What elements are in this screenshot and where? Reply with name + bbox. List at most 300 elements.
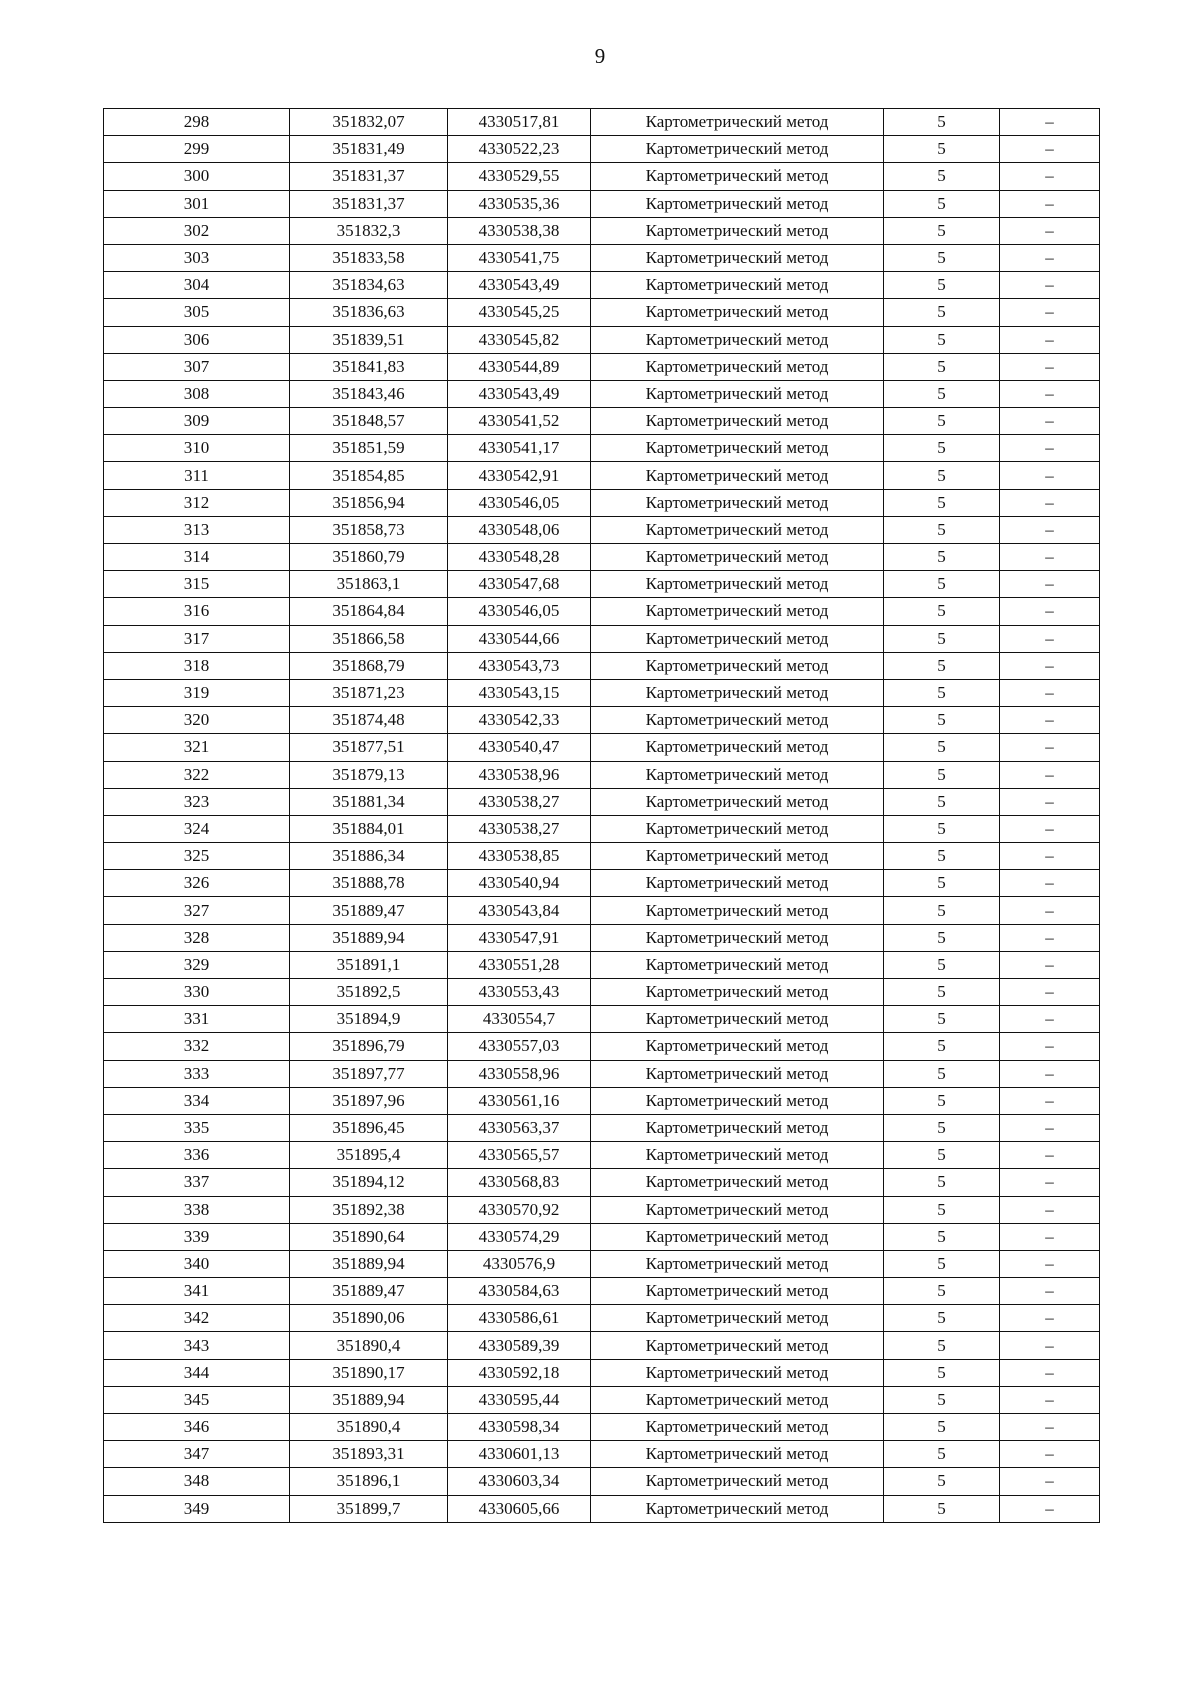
- accuracy-cell: 5: [884, 272, 1000, 299]
- method-cell: Картометрический метод: [591, 1006, 884, 1033]
- point-number-cell: 319: [104, 679, 290, 706]
- accuracy-cell: 5: [884, 1468, 1000, 1495]
- accuracy-cell: 5: [884, 707, 1000, 734]
- point-number-cell: 321: [104, 734, 290, 761]
- description-cell: –: [1000, 435, 1100, 462]
- description-cell: –: [1000, 136, 1100, 163]
- accuracy-cell: 5: [884, 652, 1000, 679]
- table-row: [104, 598, 1100, 625]
- method-cell: Картометрический метод: [591, 1196, 884, 1223]
- method-cell: Картометрический метод: [591, 761, 884, 788]
- method-cell: Картометрический метод: [591, 299, 884, 326]
- method-cell: Картометрический метод: [591, 734, 884, 761]
- x-coordinate-cell: 351831,37: [290, 163, 448, 190]
- point-number-cell: 338: [104, 1196, 290, 1223]
- y-coordinate-cell: 4330563,37: [448, 1114, 591, 1141]
- table-row: [104, 979, 1100, 1006]
- table-row: [104, 815, 1100, 842]
- y-coordinate-cell: 4330557,03: [448, 1033, 591, 1060]
- method-cell: Картометрический метод: [591, 435, 884, 462]
- description-cell: –: [1000, 979, 1100, 1006]
- method-cell: Картометрический метод: [591, 679, 884, 706]
- x-coordinate-cell: 351897,96: [290, 1087, 448, 1114]
- x-coordinate-cell: 351848,57: [290, 408, 448, 435]
- x-coordinate-cell: 351833,58: [290, 244, 448, 271]
- point-number-cell: 316: [104, 598, 290, 625]
- method-cell: Картометрический метод: [591, 843, 884, 870]
- table-row: [104, 1359, 1100, 1386]
- x-coordinate-cell: 351892,5: [290, 979, 448, 1006]
- accuracy-cell: 5: [884, 571, 1000, 598]
- table-row: [104, 1305, 1100, 1332]
- y-coordinate-cell: 4330529,55: [448, 163, 591, 190]
- description-cell: –: [1000, 544, 1100, 571]
- y-coordinate-cell: 4330541,52: [448, 408, 591, 435]
- x-coordinate-cell: 351888,78: [290, 870, 448, 897]
- point-number-cell: 323: [104, 788, 290, 815]
- method-cell: Картометрический метод: [591, 217, 884, 244]
- accuracy-cell: 5: [884, 1441, 1000, 1468]
- description-cell: –: [1000, 326, 1100, 353]
- point-number-cell: 326: [104, 870, 290, 897]
- y-coordinate-cell: 4330543,73: [448, 652, 591, 679]
- point-number-cell: 340: [104, 1250, 290, 1277]
- point-number-cell: 307: [104, 353, 290, 380]
- point-number-cell: 348: [104, 1468, 290, 1495]
- method-cell: Картометрический метод: [591, 1332, 884, 1359]
- y-coordinate-cell: 4330517,81: [448, 109, 591, 136]
- accuracy-cell: 5: [884, 408, 1000, 435]
- coordinates-table: [103, 108, 1100, 1523]
- description-cell: –: [1000, 489, 1100, 516]
- table-row: [104, 951, 1100, 978]
- table-row: [104, 190, 1100, 217]
- y-coordinate-cell: 4330543,15: [448, 679, 591, 706]
- table-row: [104, 625, 1100, 652]
- table-row: [104, 435, 1100, 462]
- method-cell: Картометрический метод: [591, 353, 884, 380]
- point-number-cell: 310: [104, 435, 290, 462]
- x-coordinate-cell: 351890,64: [290, 1223, 448, 1250]
- point-number-cell: 303: [104, 244, 290, 271]
- point-number-cell: 299: [104, 136, 290, 163]
- method-cell: Картометрический метод: [591, 1441, 884, 1468]
- table-row: [104, 870, 1100, 897]
- point-number-cell: 317: [104, 625, 290, 652]
- x-coordinate-cell: 351895,4: [290, 1142, 448, 1169]
- point-number-cell: 331: [104, 1006, 290, 1033]
- accuracy-cell: 5: [884, 843, 1000, 870]
- point-number-cell: 329: [104, 951, 290, 978]
- accuracy-cell: 5: [884, 1495, 1000, 1522]
- point-number-cell: 308: [104, 380, 290, 407]
- y-coordinate-cell: 4330546,05: [448, 598, 591, 625]
- description-cell: –: [1000, 815, 1100, 842]
- x-coordinate-cell: 351889,47: [290, 897, 448, 924]
- description-cell: –: [1000, 897, 1100, 924]
- description-cell: –: [1000, 761, 1100, 788]
- description-cell: –: [1000, 870, 1100, 897]
- y-coordinate-cell: 4330558,96: [448, 1060, 591, 1087]
- accuracy-cell: 5: [884, 870, 1000, 897]
- point-number-cell: 322: [104, 761, 290, 788]
- method-cell: Картометрический метод: [591, 489, 884, 516]
- description-cell: –: [1000, 1305, 1100, 1332]
- accuracy-cell: 5: [884, 544, 1000, 571]
- point-number-cell: 301: [104, 190, 290, 217]
- table-row: [104, 1114, 1100, 1141]
- accuracy-cell: 5: [884, 815, 1000, 842]
- accuracy-cell: 5: [884, 380, 1000, 407]
- description-cell: –: [1000, 1386, 1100, 1413]
- x-coordinate-cell: 351889,94: [290, 1386, 448, 1413]
- method-cell: Картометрический метод: [591, 516, 884, 543]
- x-coordinate-cell: 351894,9: [290, 1006, 448, 1033]
- point-number-cell: 343: [104, 1332, 290, 1359]
- x-coordinate-cell: 351891,1: [290, 951, 448, 978]
- y-coordinate-cell: 4330561,16: [448, 1087, 591, 1114]
- description-cell: –: [1000, 1114, 1100, 1141]
- point-number-cell: 311: [104, 462, 290, 489]
- y-coordinate-cell: 4330589,39: [448, 1332, 591, 1359]
- table-row: [104, 761, 1100, 788]
- method-cell: Картометрический метод: [591, 1060, 884, 1087]
- x-coordinate-cell: 351868,79: [290, 652, 448, 679]
- x-coordinate-cell: 351890,4: [290, 1332, 448, 1359]
- x-coordinate-cell: 351889,47: [290, 1278, 448, 1305]
- table-row: [104, 1033, 1100, 1060]
- x-coordinate-cell: 351843,46: [290, 380, 448, 407]
- method-cell: Картометрический метод: [591, 1386, 884, 1413]
- point-number-cell: 305: [104, 299, 290, 326]
- x-coordinate-cell: 351894,12: [290, 1169, 448, 1196]
- table-row: [104, 462, 1100, 489]
- x-coordinate-cell: 351889,94: [290, 924, 448, 951]
- accuracy-cell: 5: [884, 435, 1000, 462]
- accuracy-cell: 5: [884, 516, 1000, 543]
- method-cell: Картометрический метод: [591, 788, 884, 815]
- table-row: [104, 544, 1100, 571]
- x-coordinate-cell: 351871,23: [290, 679, 448, 706]
- x-coordinate-cell: 351841,83: [290, 353, 448, 380]
- x-coordinate-cell: 351831,49: [290, 136, 448, 163]
- x-coordinate-cell: 351879,13: [290, 761, 448, 788]
- accuracy-cell: 5: [884, 217, 1000, 244]
- table-row: [104, 1441, 1100, 1468]
- y-coordinate-cell: 4330544,89: [448, 353, 591, 380]
- description-cell: –: [1000, 516, 1100, 543]
- x-coordinate-cell: 351863,1: [290, 571, 448, 598]
- point-number-cell: 306: [104, 326, 290, 353]
- point-number-cell: 337: [104, 1169, 290, 1196]
- method-cell: Картометрический метод: [591, 1250, 884, 1277]
- accuracy-cell: 5: [884, 625, 1000, 652]
- description-cell: –: [1000, 217, 1100, 244]
- y-coordinate-cell: 4330545,82: [448, 326, 591, 353]
- method-cell: Картометрический метод: [591, 707, 884, 734]
- y-coordinate-cell: 4330598,34: [448, 1414, 591, 1441]
- method-cell: Картометрический метод: [591, 326, 884, 353]
- description-cell: –: [1000, 1060, 1100, 1087]
- table-row: [104, 516, 1100, 543]
- coordinates-table-body: [104, 109, 1100, 1523]
- x-coordinate-cell: 351874,48: [290, 707, 448, 734]
- y-coordinate-cell: 4330543,84: [448, 897, 591, 924]
- accuracy-cell: 5: [884, 1114, 1000, 1141]
- point-number-cell: 325: [104, 843, 290, 870]
- point-number-cell: 328: [104, 924, 290, 951]
- accuracy-cell: 5: [884, 1033, 1000, 1060]
- description-cell: –: [1000, 1006, 1100, 1033]
- y-coordinate-cell: 4330538,27: [448, 788, 591, 815]
- x-coordinate-cell: 351893,31: [290, 1441, 448, 1468]
- description-cell: –: [1000, 679, 1100, 706]
- x-coordinate-cell: 351836,63: [290, 299, 448, 326]
- method-cell: Картометрический метод: [591, 1468, 884, 1495]
- method-cell: Картометрический метод: [591, 625, 884, 652]
- accuracy-cell: 5: [884, 244, 1000, 271]
- point-number-cell: 336: [104, 1142, 290, 1169]
- page-number: 9: [594, 44, 606, 68]
- description-cell: –: [1000, 1468, 1100, 1495]
- x-coordinate-cell: 351892,38: [290, 1196, 448, 1223]
- description-cell: –: [1000, 924, 1100, 951]
- accuracy-cell: 5: [884, 109, 1000, 136]
- method-cell: Картометрический метод: [591, 380, 884, 407]
- method-cell: Картометрический метод: [591, 951, 884, 978]
- y-coordinate-cell: 4330547,91: [448, 924, 591, 951]
- accuracy-cell: 5: [884, 1332, 1000, 1359]
- accuracy-cell: 5: [884, 788, 1000, 815]
- y-coordinate-cell: 4330540,94: [448, 870, 591, 897]
- method-cell: Картометрический метод: [591, 272, 884, 299]
- method-cell: Картометрический метод: [591, 979, 884, 1006]
- table-row: [104, 353, 1100, 380]
- method-cell: Картометрический метод: [591, 598, 884, 625]
- method-cell: Картометрический метод: [591, 652, 884, 679]
- description-cell: –: [1000, 462, 1100, 489]
- description-cell: –: [1000, 1278, 1100, 1305]
- x-coordinate-cell: 351854,85: [290, 462, 448, 489]
- table-row: [104, 1169, 1100, 1196]
- description-cell: –: [1000, 408, 1100, 435]
- description-cell: –: [1000, 163, 1100, 190]
- y-coordinate-cell: 4330543,49: [448, 272, 591, 299]
- table-row: [104, 489, 1100, 516]
- x-coordinate-cell: 351890,06: [290, 1305, 448, 1332]
- method-cell: Картометрический метод: [591, 109, 884, 136]
- point-number-cell: 304: [104, 272, 290, 299]
- table-row: [104, 897, 1100, 924]
- y-coordinate-cell: 4330535,36: [448, 190, 591, 217]
- accuracy-cell: 5: [884, 190, 1000, 217]
- description-cell: –: [1000, 109, 1100, 136]
- table-row: [104, 1495, 1100, 1522]
- description-cell: –: [1000, 1359, 1100, 1386]
- point-number-cell: 339: [104, 1223, 290, 1250]
- accuracy-cell: 5: [884, 1305, 1000, 1332]
- table-row: [104, 707, 1100, 734]
- description-cell: –: [1000, 1033, 1100, 1060]
- point-number-cell: 349: [104, 1495, 290, 1522]
- method-cell: Картометрический метод: [591, 1087, 884, 1114]
- accuracy-cell: 5: [884, 734, 1000, 761]
- y-coordinate-cell: 4330546,05: [448, 489, 591, 516]
- x-coordinate-cell: 351881,34: [290, 788, 448, 815]
- point-number-cell: 344: [104, 1359, 290, 1386]
- y-coordinate-cell: 4330547,68: [448, 571, 591, 598]
- point-number-cell: 335: [104, 1114, 290, 1141]
- method-cell: Картометрический метод: [591, 1305, 884, 1332]
- accuracy-cell: 5: [884, 1087, 1000, 1114]
- y-coordinate-cell: 4330570,92: [448, 1196, 591, 1223]
- y-coordinate-cell: 4330595,44: [448, 1386, 591, 1413]
- description-cell: –: [1000, 380, 1100, 407]
- method-cell: Картометрический метод: [591, 1278, 884, 1305]
- point-number-cell: 318: [104, 652, 290, 679]
- y-coordinate-cell: 4330542,33: [448, 707, 591, 734]
- y-coordinate-cell: 4330568,83: [448, 1169, 591, 1196]
- accuracy-cell: 5: [884, 163, 1000, 190]
- table-row: [104, 1250, 1100, 1277]
- description-cell: –: [1000, 734, 1100, 761]
- method-cell: Картометрический метод: [591, 244, 884, 271]
- accuracy-cell: 5: [884, 897, 1000, 924]
- table-row: [104, 1196, 1100, 1223]
- description-cell: –: [1000, 244, 1100, 271]
- x-coordinate-cell: 351860,79: [290, 544, 448, 571]
- description-cell: –: [1000, 1250, 1100, 1277]
- method-cell: Картометрический метод: [591, 1495, 884, 1522]
- x-coordinate-cell: 351831,37: [290, 190, 448, 217]
- table-row: [104, 109, 1100, 136]
- table-row: [104, 1386, 1100, 1413]
- method-cell: Картометрический метод: [591, 1114, 884, 1141]
- y-coordinate-cell: 4330540,47: [448, 734, 591, 761]
- y-coordinate-cell: 4330584,63: [448, 1278, 591, 1305]
- table-row: [104, 1414, 1100, 1441]
- table-row: [104, 217, 1100, 244]
- accuracy-cell: 5: [884, 1414, 1000, 1441]
- y-coordinate-cell: 4330603,34: [448, 1468, 591, 1495]
- point-number-cell: 347: [104, 1441, 290, 1468]
- method-cell: Картометрический метод: [591, 1033, 884, 1060]
- point-number-cell: 298: [104, 109, 290, 136]
- table-row: [104, 924, 1100, 951]
- x-coordinate-cell: 351851,59: [290, 435, 448, 462]
- description-cell: –: [1000, 1332, 1100, 1359]
- y-coordinate-cell: 4330541,17: [448, 435, 591, 462]
- description-cell: –: [1000, 1441, 1100, 1468]
- y-coordinate-cell: 4330592,18: [448, 1359, 591, 1386]
- x-coordinate-cell: 351884,01: [290, 815, 448, 842]
- table-row: [104, 788, 1100, 815]
- accuracy-cell: 5: [884, 353, 1000, 380]
- accuracy-cell: 5: [884, 489, 1000, 516]
- accuracy-cell: 5: [884, 1142, 1000, 1169]
- x-coordinate-cell: 351896,45: [290, 1114, 448, 1141]
- point-number-cell: 346: [104, 1414, 290, 1441]
- accuracy-cell: 5: [884, 924, 1000, 951]
- description-cell: –: [1000, 1495, 1100, 1522]
- table-row: [104, 1468, 1100, 1495]
- table-row: [104, 652, 1100, 679]
- table-row: [104, 734, 1100, 761]
- point-number-cell: 327: [104, 897, 290, 924]
- point-number-cell: 315: [104, 571, 290, 598]
- x-coordinate-cell: 351896,1: [290, 1468, 448, 1495]
- x-coordinate-cell: 351858,73: [290, 516, 448, 543]
- table-row: [104, 1006, 1100, 1033]
- x-coordinate-cell: 351866,58: [290, 625, 448, 652]
- x-coordinate-cell: 351834,63: [290, 272, 448, 299]
- y-coordinate-cell: 4330576,9: [448, 1250, 591, 1277]
- accuracy-cell: 5: [884, 299, 1000, 326]
- table-row: [104, 326, 1100, 353]
- x-coordinate-cell: 351856,94: [290, 489, 448, 516]
- point-number-cell: 312: [104, 489, 290, 516]
- x-coordinate-cell: 351889,94: [290, 1250, 448, 1277]
- table-row: [104, 1278, 1100, 1305]
- point-number-cell: 314: [104, 544, 290, 571]
- accuracy-cell: 5: [884, 1250, 1000, 1277]
- x-coordinate-cell: 351886,34: [290, 843, 448, 870]
- method-cell: Картометрический метод: [591, 462, 884, 489]
- y-coordinate-cell: 4330538,85: [448, 843, 591, 870]
- y-coordinate-cell: 4330586,61: [448, 1305, 591, 1332]
- description-cell: –: [1000, 1196, 1100, 1223]
- y-coordinate-cell: 4330542,91: [448, 462, 591, 489]
- table-row: [104, 843, 1100, 870]
- point-number-cell: 320: [104, 707, 290, 734]
- point-number-cell: 330: [104, 979, 290, 1006]
- description-cell: –: [1000, 571, 1100, 598]
- x-coordinate-cell: 351864,84: [290, 598, 448, 625]
- x-coordinate-cell: 351899,7: [290, 1495, 448, 1522]
- description-cell: –: [1000, 1169, 1100, 1196]
- y-coordinate-cell: 4330554,7: [448, 1006, 591, 1033]
- y-coordinate-cell: 4330574,29: [448, 1223, 591, 1250]
- accuracy-cell: 5: [884, 679, 1000, 706]
- table-row: [104, 299, 1100, 326]
- y-coordinate-cell: 4330544,66: [448, 625, 591, 652]
- table-row: [104, 380, 1100, 407]
- accuracy-cell: 5: [884, 1359, 1000, 1386]
- accuracy-cell: 5: [884, 1196, 1000, 1223]
- description-cell: –: [1000, 652, 1100, 679]
- y-coordinate-cell: 4330541,75: [448, 244, 591, 271]
- table-row: [104, 408, 1100, 435]
- accuracy-cell: 5: [884, 1278, 1000, 1305]
- x-coordinate-cell: 351877,51: [290, 734, 448, 761]
- description-cell: –: [1000, 1223, 1100, 1250]
- description-cell: –: [1000, 598, 1100, 625]
- y-coordinate-cell: 4330565,57: [448, 1142, 591, 1169]
- accuracy-cell: 5: [884, 1060, 1000, 1087]
- description-cell: –: [1000, 299, 1100, 326]
- accuracy-cell: 5: [884, 1006, 1000, 1033]
- description-cell: –: [1000, 272, 1100, 299]
- accuracy-cell: 5: [884, 326, 1000, 353]
- description-cell: –: [1000, 625, 1100, 652]
- point-number-cell: 345: [104, 1386, 290, 1413]
- method-cell: Картометрический метод: [591, 1169, 884, 1196]
- description-cell: –: [1000, 951, 1100, 978]
- table-row: [104, 272, 1100, 299]
- method-cell: Картометрический метод: [591, 163, 884, 190]
- y-coordinate-cell: 4330538,27: [448, 815, 591, 842]
- accuracy-cell: 5: [884, 1223, 1000, 1250]
